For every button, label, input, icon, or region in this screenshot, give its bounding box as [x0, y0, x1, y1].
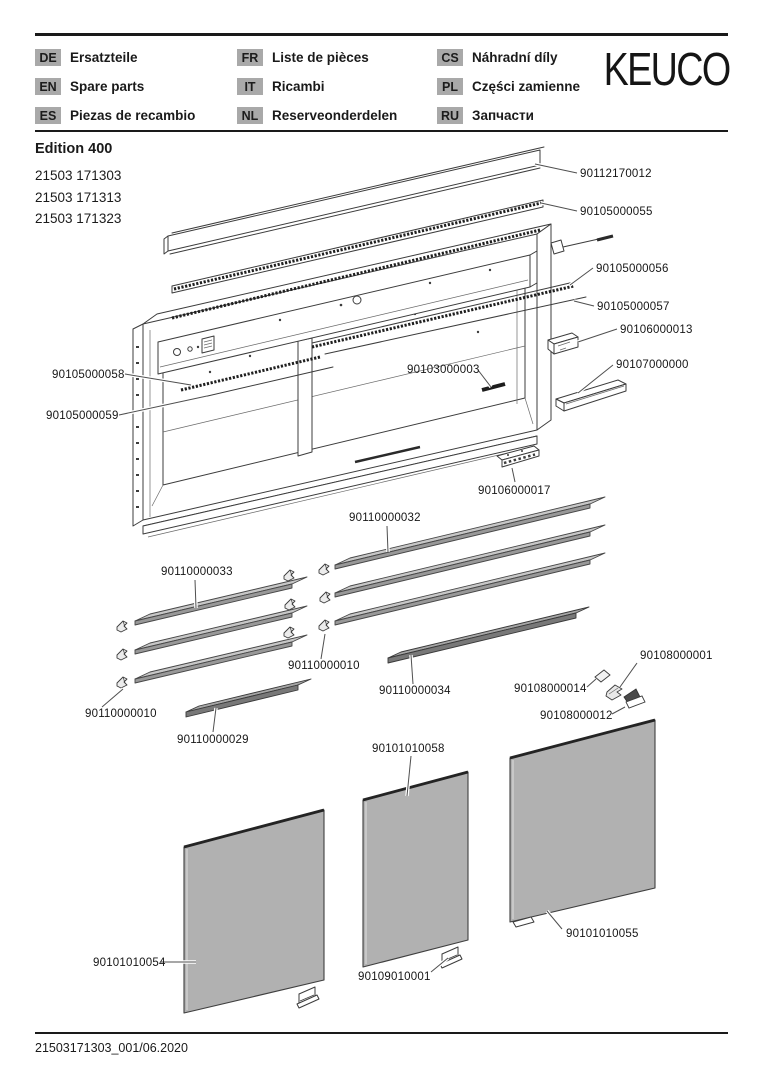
cable-part: [551, 236, 613, 254]
lang-badge-it: IT: [237, 78, 263, 95]
part-90109010001-drawing: [440, 947, 462, 968]
callout-90105000056: [570, 263, 669, 285]
lang-label-de: Ersatzteile: [70, 50, 138, 65]
model-number-3: 21503 171323: [35, 211, 122, 226]
part-number: 90101010058: [372, 743, 445, 755]
part-90108000001-drawing: [606, 685, 622, 700]
part-number: 90101010055: [566, 928, 639, 940]
part-number: 90105000055: [580, 206, 653, 218]
led-connector-cable: [482, 384, 505, 390]
part-number: 90109010001: [358, 971, 431, 983]
lang-label-cs: Náhradní díly: [472, 50, 558, 65]
callout-90105000057: [574, 301, 670, 313]
lang-label-it: Ricambi: [272, 79, 325, 94]
part-number: 90110000034: [379, 685, 451, 697]
lang-badge-pl: PL: [437, 78, 463, 95]
part-number: 90110000032: [349, 512, 421, 524]
mirror-door-left: [184, 810, 324, 1013]
mirror-door-middle: [363, 772, 468, 967]
callout-90108000001: [620, 650, 713, 687]
series-title: Edition 400: [35, 141, 113, 157]
callout-90106000013: [578, 324, 693, 342]
lang-badge-ru: RU: [437, 107, 463, 124]
part-number: 90103000003: [407, 364, 480, 376]
part-number: 90101010054: [93, 957, 166, 969]
part-number: 90106000013: [620, 324, 693, 336]
document-code: 21503171303_001/06.2020: [35, 1041, 188, 1055]
part-number: 90105000058: [52, 369, 125, 381]
callout-90101010054: [93, 957, 196, 969]
lang-label-pl: Części zamienne: [472, 79, 581, 94]
callout-90110000010-b: [85, 689, 157, 720]
callout-90108000012: [540, 707, 625, 722]
lang-label-es: Piezas de recambio: [70, 108, 196, 123]
mid-divider: [298, 338, 312, 456]
model-number-1: 21503 171303: [35, 168, 122, 183]
part-number: 90108000001: [640, 650, 713, 662]
part-number: 90105000057: [597, 301, 670, 313]
lang-label-ru: Запчасти: [472, 108, 534, 123]
callout-90105000059: [46, 396, 207, 422]
part-90110000029-drawing: [186, 679, 311, 717]
part-90106000013-drawing: [548, 333, 578, 354]
callout-90105000055: [541, 203, 653, 218]
mirror-door-right: [510, 720, 655, 927]
part-90110000034-drawing: [388, 607, 589, 663]
footer-rule: [35, 1032, 728, 1034]
top-cover-profile: [164, 147, 544, 254]
model-number-2: 21503 171313: [35, 189, 122, 205]
lang-badge-cs: CS: [437, 49, 463, 66]
part-number: 90105000059: [46, 410, 119, 422]
lang-badge-en: EN: [35, 78, 61, 95]
door-bracket: [297, 987, 319, 1008]
part-number: 90110000010: [85, 708, 157, 720]
callout-90101010055: [547, 911, 639, 940]
part-number: 90110000033: [161, 566, 233, 578]
glass-shelf-group-left: [135, 577, 307, 683]
lang-badge-de: DE: [35, 49, 61, 66]
callout-90103000003: [407, 364, 491, 387]
callout-90106000017: [478, 468, 551, 497]
part-number: 90110000029: [177, 734, 249, 746]
part-number: 90108000014: [514, 683, 587, 695]
part-90108000012-drawing: [624, 689, 645, 708]
lang-label-fr: Liste de pièces: [272, 50, 369, 65]
lang-badge-nl: NL: [237, 107, 263, 124]
part-number: 90110000010: [288, 660, 360, 672]
part-number: 90108000012: [540, 710, 613, 722]
hinge-strip: [133, 324, 143, 526]
part-90108000014-drawing: [595, 670, 610, 682]
callout-90108000014: [514, 679, 596, 695]
lang-badge-es: ES: [35, 107, 61, 124]
part-number: 90107000000: [616, 359, 689, 371]
part-number: 90105000056: [596, 263, 669, 275]
lang-label-en: Spare parts: [70, 79, 145, 94]
lang-label-nl: Reserveonderdelen: [272, 108, 398, 123]
callout-90112170012: [535, 164, 652, 180]
part-number: 90112170012: [580, 168, 652, 180]
part-number: 90106000017: [478, 485, 551, 497]
keuco-logo: KEUCO: [604, 43, 730, 95]
callout-90110000010-a: [288, 634, 360, 672]
lang-badge-fr: FR: [237, 49, 263, 66]
